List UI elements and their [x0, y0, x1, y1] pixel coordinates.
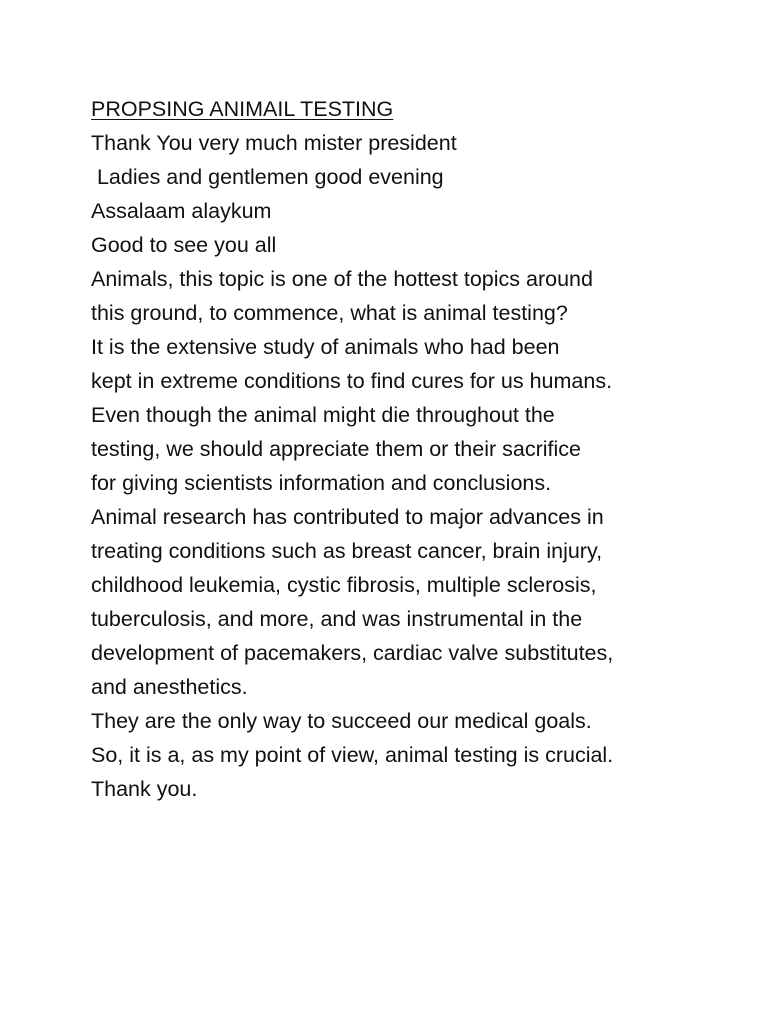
text-line: They are the only way to succeed our medical goals.	[91, 709, 592, 733]
text-line: childhood leukemia, cystic fibrosis, multiple sclerosis,	[91, 573, 597, 597]
text-line: treating conditions such as breast cancer, brain injury,	[91, 539, 603, 563]
text-line: It is the extensive study of animals who had been	[91, 335, 560, 359]
text-line: Thank you.	[91, 777, 198, 801]
text-line: testing, we should appreciate them or their sacrifice	[91, 437, 581, 461]
document-title: PROPSING ANIMAIL TESTING	[91, 97, 394, 121]
text-line: Animals, this topic is one of the hottest topics around	[91, 267, 593, 291]
text-line: Ladies and gentlemen good evening	[91, 165, 444, 189]
speech-text-block	[91, 92, 751, 806]
text-line: and anesthetics.	[91, 675, 248, 699]
text-line: for giving scientists information and conclusions.	[91, 471, 552, 495]
text-line: Good to see you all	[91, 233, 277, 257]
text-line: kept in extreme conditions to find cures for us humans.	[91, 369, 613, 393]
text-line: Assalaam alaykum	[91, 199, 272, 223]
text-line: this ground, to commence, what is animal testing?	[91, 301, 568, 325]
text-line: So, it is a, as my point of view, animal testing is crucial.	[91, 743, 614, 767]
text-line: development of pacemakers, cardiac valve substitutes,	[91, 641, 614, 665]
text-line: tuberculosis, and more, and was instrumental in the	[91, 607, 583, 631]
text-line: Thank You very much mister president	[91, 131, 457, 155]
text-line: Even though the animal might die throughout the	[91, 403, 555, 427]
text-line: Animal research has contributed to major advances in	[91, 505, 604, 529]
